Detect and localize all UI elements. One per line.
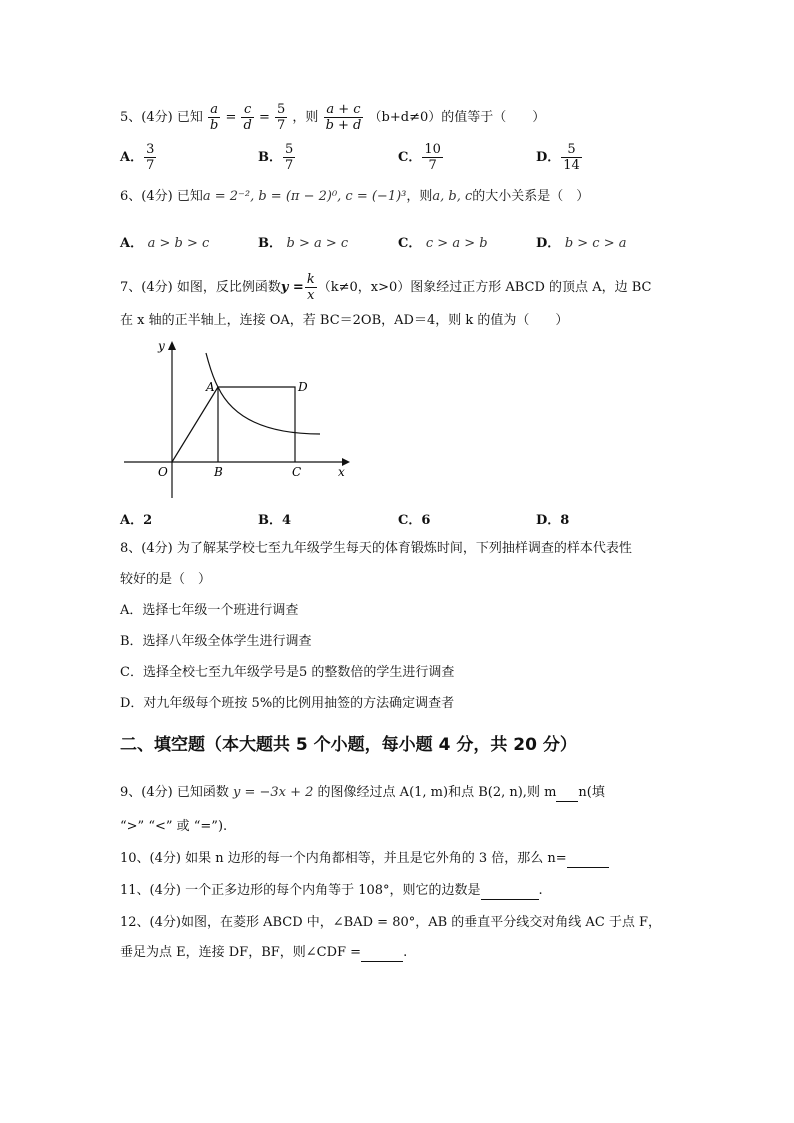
square-abcd: [218, 387, 295, 462]
section-2-heading: 二、填空题（本大题共 5 个小题，每小题 4 分，共 20 分）: [120, 735, 577, 755]
q6-option-a[interactable]: A． a > b > c: [120, 236, 210, 251]
q5-fraction-c-d: $\frac{c}{d}$: [243, 102, 252, 133]
q7-option-b[interactable]: B．4: [258, 513, 292, 528]
q10-answer-blank[interactable]: [567, 853, 609, 868]
q8-option-d[interactable]: D．对九年级每个班按 5%的比例用抽签的方法确定调查者: [120, 696, 455, 711]
q10-text: 10、(4分) 如果 n 边形的每一个内角都相等，并且是它外角的 3 倍，那么 n=: [120, 851, 567, 866]
q11-end: .: [538, 883, 543, 898]
question-6: [120, 188, 589, 206]
q6-option-d[interactable]: D． b > c > a: [536, 236, 627, 251]
q5-equals-2: =: [258, 110, 270, 125]
q5-fraction-sum: $\frac{a + c}{b + d}$: [325, 102, 362, 133]
q7-figure: [120, 336, 360, 506]
q12-end: .: [403, 945, 408, 960]
q7-option-a[interactable]: A．2: [120, 513, 153, 528]
q5-fraction-5-7: $\frac{5}{7}$: [277, 102, 286, 133]
q7-y-equals: y =: [280, 280, 304, 295]
q9-after: n(填: [578, 785, 605, 800]
q8-option-c[interactable]: C．选择全校七至九年级学号是5 的整数倍的学生进行调查: [120, 665, 455, 680]
q5-equals: =: [225, 110, 237, 125]
label-o: O: [158, 465, 168, 479]
q6-suffix: 的大小关系是（ ）: [472, 189, 590, 204]
label-c: C: [292, 465, 302, 479]
q8-option-a[interactable]: A．选择七年级一个班进行调查: [120, 603, 299, 618]
q11-answer-blank[interactable]: [481, 885, 539, 900]
q9-answer-blank[interactable]: [556, 787, 578, 802]
q7-option-d[interactable]: D．8: [536, 513, 570, 528]
q12-line-2: 垂足为点 E，连接 DF，BF，则∠CDF =: [120, 945, 362, 960]
q5-option-d[interactable]: D． $\frac{5}{14}$: [536, 142, 580, 173]
q5-mid: ，则: [292, 110, 319, 125]
q6-option-c[interactable]: C． c > a > b: [398, 236, 488, 251]
q9-line-2: “>” “<” 或 “=”).: [120, 819, 228, 834]
q7-rest: （k≠0，x>0）图象经过正方形 ABCD 的顶点 A，边 BC: [317, 280, 652, 295]
question-9: [120, 784, 605, 802]
q6-prefix: 6、(4分) 已知: [120, 189, 203, 204]
q5-option-a[interactable]: A． $\frac{3}{7}$: [120, 142, 155, 173]
label-y: y: [158, 339, 165, 353]
label-d: D: [298, 380, 308, 394]
q5-option-b[interactable]: B． $\frac{5}{7}$: [258, 142, 294, 173]
question-7: [120, 272, 651, 303]
q9-rest: 的图像经过点 A(1, m)和点 B(2, n),则 m: [317, 785, 557, 800]
q7-option-c[interactable]: C．6: [398, 513, 431, 528]
label-b: B: [214, 465, 223, 479]
q12-answer-blank[interactable]: [361, 947, 403, 962]
q7-prefix: 7、(4分) 如图，反比例函数: [120, 280, 281, 295]
q8-line-1: 8、(4分) 为了解某学校七至九年级学生每天的体育锻炼时间，下列抽样调查的样本代表性: [120, 541, 632, 556]
q9-prefix: 9、(4分) 已知函数: [120, 785, 229, 800]
y-axis-arrow: [168, 341, 176, 350]
q6-vars: a, b, c: [432, 189, 473, 204]
segment-oa: [172, 387, 218, 462]
q9-function: y = −3x + 2: [232, 785, 314, 800]
q7-line-2: 在 x 轴的正半轴上，连接 OA，若 BC＝2OB，AD＝4，则 k 的值为（ ）: [120, 313, 569, 328]
question-5: [120, 102, 545, 133]
q8-option-b[interactable]: B．选择八年级全体学生进行调查: [120, 634, 312, 649]
q5-option-c[interactable]: C． $\frac{10}{7}$: [398, 142, 441, 173]
q12-line-1: 12、(4分)如图，在菱形 ABCD 中，∠BAD = 80°，AB 的垂直平分线交对角线 AC 于点 F，: [120, 915, 662, 930]
q6-option-b[interactable]: B． b > a > c: [258, 236, 349, 251]
q5-fraction-a-b: $\frac{a}{b}$: [209, 102, 219, 133]
question-11: [120, 882, 543, 900]
q6-expression: a = 2⁻², b = (π − 2)⁰, c = (−1)³: [202, 189, 407, 204]
q6-mid: ，则: [406, 189, 433, 204]
q8-line-2: 较好的是（ ）: [120, 572, 212, 587]
question-12-line-2: [120, 944, 407, 962]
q11-text: 11、(4分) 一个正多边形的每个内角等于 108°，则它的边数是: [120, 883, 481, 898]
q7-fraction-k-x: $\frac{k}{x}$: [306, 272, 315, 303]
label-a: A: [206, 380, 215, 394]
question-10: [120, 850, 609, 868]
q5-prefix: 5、(4分) 已知: [120, 110, 203, 125]
label-x: x: [338, 465, 345, 479]
q5-condition: （b+d≠0）的值等于（ ）: [368, 110, 546, 125]
